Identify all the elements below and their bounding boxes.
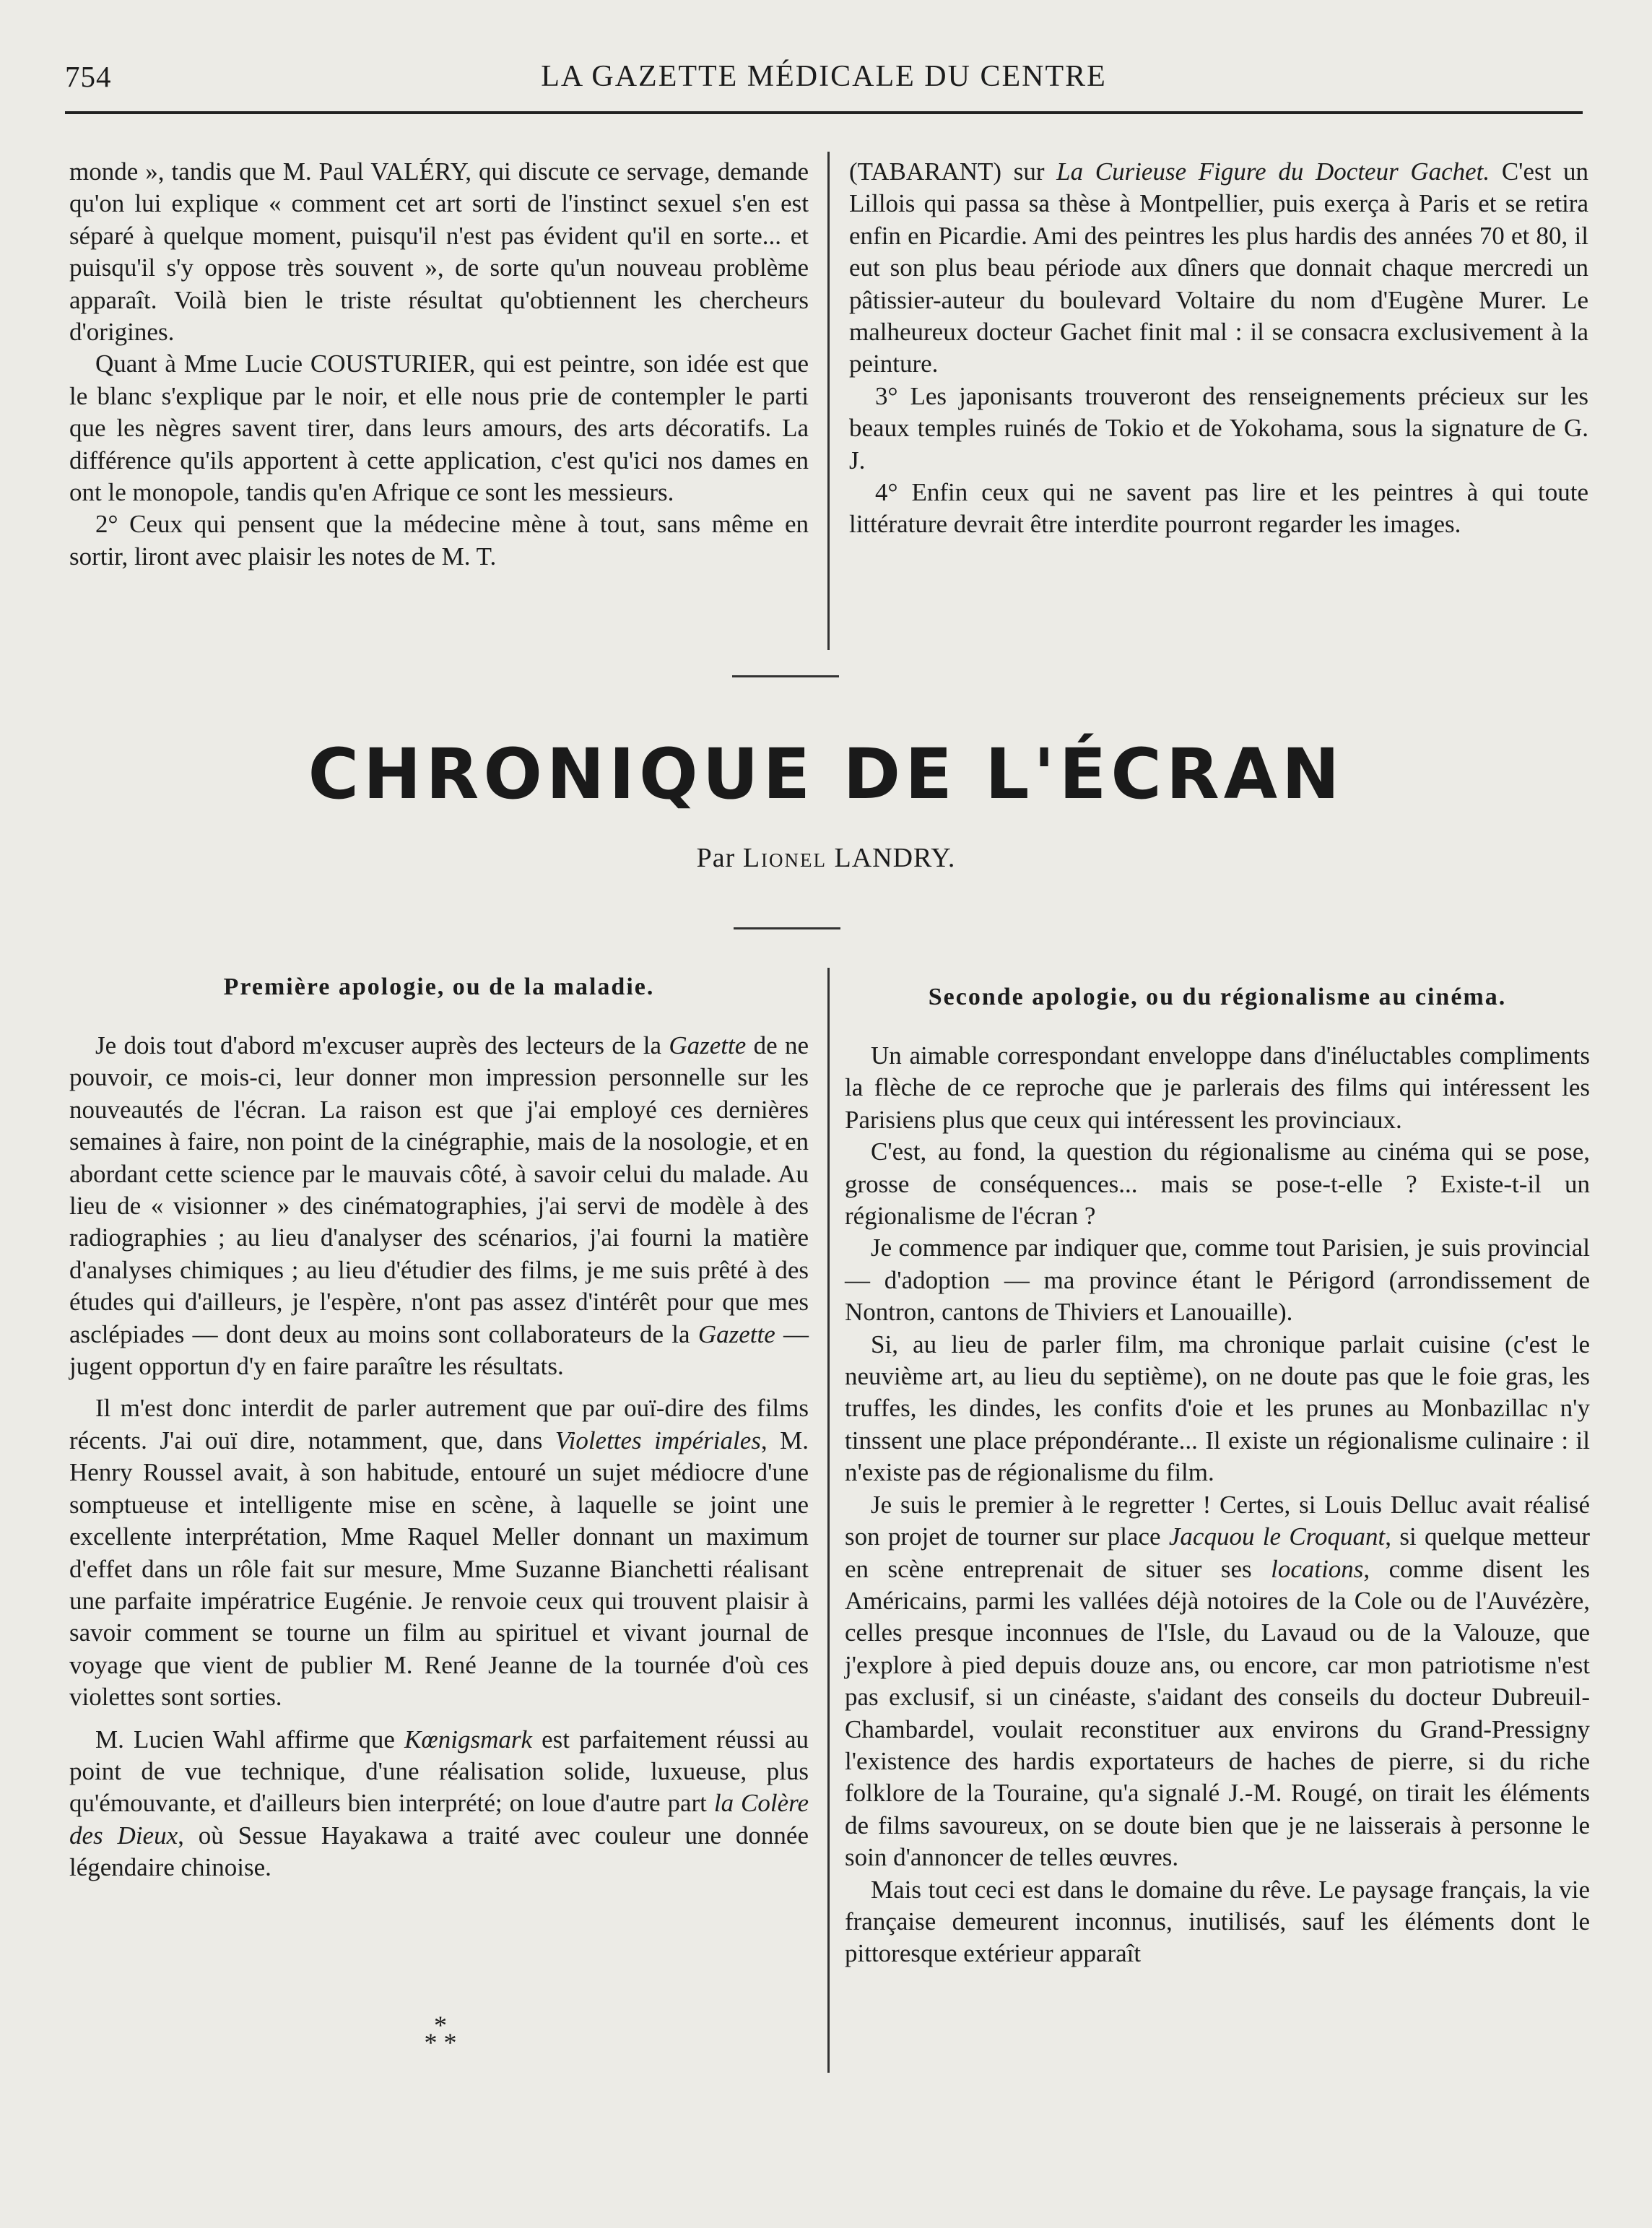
- paragraph: 2° Ceux qui pensent que la médecine mène à tout, sans même en sortir, liront avec plaisir les notes de M. T.: [69, 510, 809, 571]
- asterism: * * *: [424, 2011, 457, 2057]
- page-number: 754: [65, 60, 112, 93]
- paragraph: Il m'est donc interdit de parler autrement que par ouï-dire des films récents. J'ai ouï dire, notamment, que, dans Violettes impériales, M. Henry Roussel avait, à son habitude, entouré un sujet médiocre d'une somptueuse et intelligente mise en scène, à laquelle se joint une excellente interprétation, Mme Raquel Meller donnant un maximum d'effet dans un rôle fait sur mesure, Mme Suzanne Bianchetti réalisant une parfaite impératrice Eugénie. Je renvoie ceux qui trouvent plaisir à savoir comment se tourne un film au spirituel et vivant journal de voyage que vient de publier M. René Jeanne de la tournée d'où ces violettes sont sorties.: [69, 1394, 809, 1712]
- journal-title: LA GAZETTE MÉDICALE DU CENTRE: [541, 60, 1107, 93]
- top-right-column: [849, 156, 1588, 541]
- column-rule: [827, 152, 830, 650]
- header-rule: [65, 111, 1583, 114]
- paragraph: Quant à Mme Lucie COUSTURIER, qui est peintre, son idée est que le blanc s'explique par le noir, et elle nous prie de contempler le parti que les nègres savent tirer, dans leurs amours, des arts décoratifs. La différence qu'ils apportent à cette application, c'est qu'ici nos dames en ont le monopole, tandis qu'en Afrique ce sont les messieurs.: [69, 350, 809, 507]
- paragraph: C'est, au fond, la question du régionalisme au cinéma qui se pose, grosse de conséquences... mais se pose-t-elle ? Existe-t-il un régionalisme de l'écran ?: [845, 1137, 1590, 1231]
- bottom-left-column: [69, 975, 809, 1884]
- paragraph: M. Lucien Wahl affirme que Kœnigsmark est parfaitement réussi au point de vue technique, d'une réalisation solide, luxueuse, plus qu'émouvante, et d'ailleurs bien interprété; on loue d'autre part la Colère des Dieux, où Sessue Hayakawa a traité avec couleur une donnée légendaire chinoise.: [69, 1725, 809, 1882]
- section-separator: [734, 927, 840, 929]
- top-left-column: [69, 156, 809, 573]
- byline: Par Lionel LANDRY.: [696, 843, 956, 873]
- subheading: Seconde apologie, ou du régionalisme au cinéma.: [928, 984, 1507, 1010]
- paragraph: monde », tandis que M. Paul VALÉRY, qui discute ce servage, demande qu'on lui explique « comment cet art sorti de l'instinct sexuel s'en est séparé à quelque moment, puisqu'il n'est pas évident qu'il en sorte... et puisqu'il s'y oppose très souvent », de sorte qu'un nouveau problème apparaît. Voilà bien le triste résultat qu'obtiennent les chercheurs d'origines.: [69, 157, 809, 347]
- paragraph: Un aimable correspondant enveloppe dans d'inéluctables compliments la flèche de ce reproche que je parlerais des films qui intéressent les Parisiens plus que ceux qui intéressent les provinciaux.: [845, 1041, 1590, 1134]
- section-separator: [732, 675, 839, 677]
- column-rule: [827, 968, 830, 2073]
- paragraph: (TABARANT) sur La Curieuse Figure du Docteur Gachet. C'est un Lillois qui passa sa thèse à Montpellier, puis exerça à Paris et se retira enfin en Picardie. Ami des peintres les plus hardis des années 70 et 80, il eut son plus beau période aux dîners que donnait chaque mercredi un pâtissier-auteur du boulevard Voltaire du nom d'Eugène Murer. Le malheureux docteur Gachet finit mal : il se consacra exclusivement à la peinture.: [849, 157, 1588, 378]
- section-title: CHRONIQUE DE L'ÉCRAN: [308, 734, 1344, 815]
- paragraph: Je suis le premier à le regretter ! Certes, si Louis Delluc avait réalisé son projet de tourner sur place Jacquou le Croquant, si quelque metteur en scène entreprenait de situer ses locations, comme disent les Américains, parmi les vallées déjà notoires de la Cole ou de l'Auvézère, celles presque inconnues de l'Isle, du Lavaud ou de la Valouze, que j'explore à pied depuis douze ans, ou encore, car mon patriotisme n'est pas exclusif, si un cinéaste, s'aidant des conseils du docteur Dubreuil-Chambardel, voulait reconstituer aux environs du Grand-Pressigny l'existence des hardis exportateurs de haches de pierre, si du riche folklore de la Touraine, qu'a signalé J.-M. Rougé, on tirait les éléments de films savoureux, on se doute bien que je ne laisserais à personne le soin d'annoncer de telles œuvres.: [845, 1490, 1590, 1872]
- paragraph: Je dois tout d'abord m'excuser auprès des lecteurs de la Gazette de ne pouvoir, ce mois-ci, leur donner mon impression personnelle sur les nouveautés de l'écran. La raison est que j'ai employé ces dernières semaines à faire, non point de la cinégraphie, mais de la nosologie, et en abordant cette science par le mauvais côté, à savoir celui du malade. Au lieu de « visionner » des cinématographies, j'ai servi de modèle à des radiographies ; au lieu d'analyser des scénarios, j'ai fourni la matière d'analyses chimiques ; au lieu d'étudier des films, je me suis prêté à des études qui d'ailleurs, je l'espère, n'ont pas assez d'intérêt pour que mes asclépiades — dont deux au moins sont collaborateurs de la Gazette — jugent opportun d'y en faire paraître les résultats.: [69, 1031, 809, 1381]
- paragraph: Je commence par indiquer que, comme tout Parisien, je suis provincial — d'adoption — ma province étant le Périgord (arrondissement de Nontron, cantons de Thiviers et Lanouaille).: [845, 1234, 1590, 1327]
- page-header: [65, 59, 1583, 103]
- paragraph: 3° Les japonisants trouveront des renseignements précieux sur les beaux temples ruinés de Tokio et de Yokohama, sous la signature de G. J.: [849, 381, 1588, 474]
- paragraph: Si, au lieu de parler film, ma chronique parlait cuisine (c'est le neuvième art, au lieu du septième), on ne doute pas que le foie gras, les truffes, les dindes, les confits d'oie et les prunes au Monbazillac n'y tinssent une place prépondérante... Il existe un régionalisme culinaire : il n'existe pas de régionalisme du film.: [845, 1330, 1590, 1487]
- paragraph: Mais tout ceci est dans le domaine du rêve. Le paysage français, la vie française demeurent inconnus, inutilisés, sauf les éléments dont le pittoresque extérieur apparaît: [845, 1875, 1590, 1968]
- bottom-right-column: [845, 985, 1590, 1970]
- paragraph: 4° Enfin ceux qui ne savent pas lire et les peintres à qui toute littérature devrait être interdite pourront regarder les images.: [849, 478, 1588, 539]
- subheading: Première apologie, ou de la maladie.: [223, 974, 655, 1000]
